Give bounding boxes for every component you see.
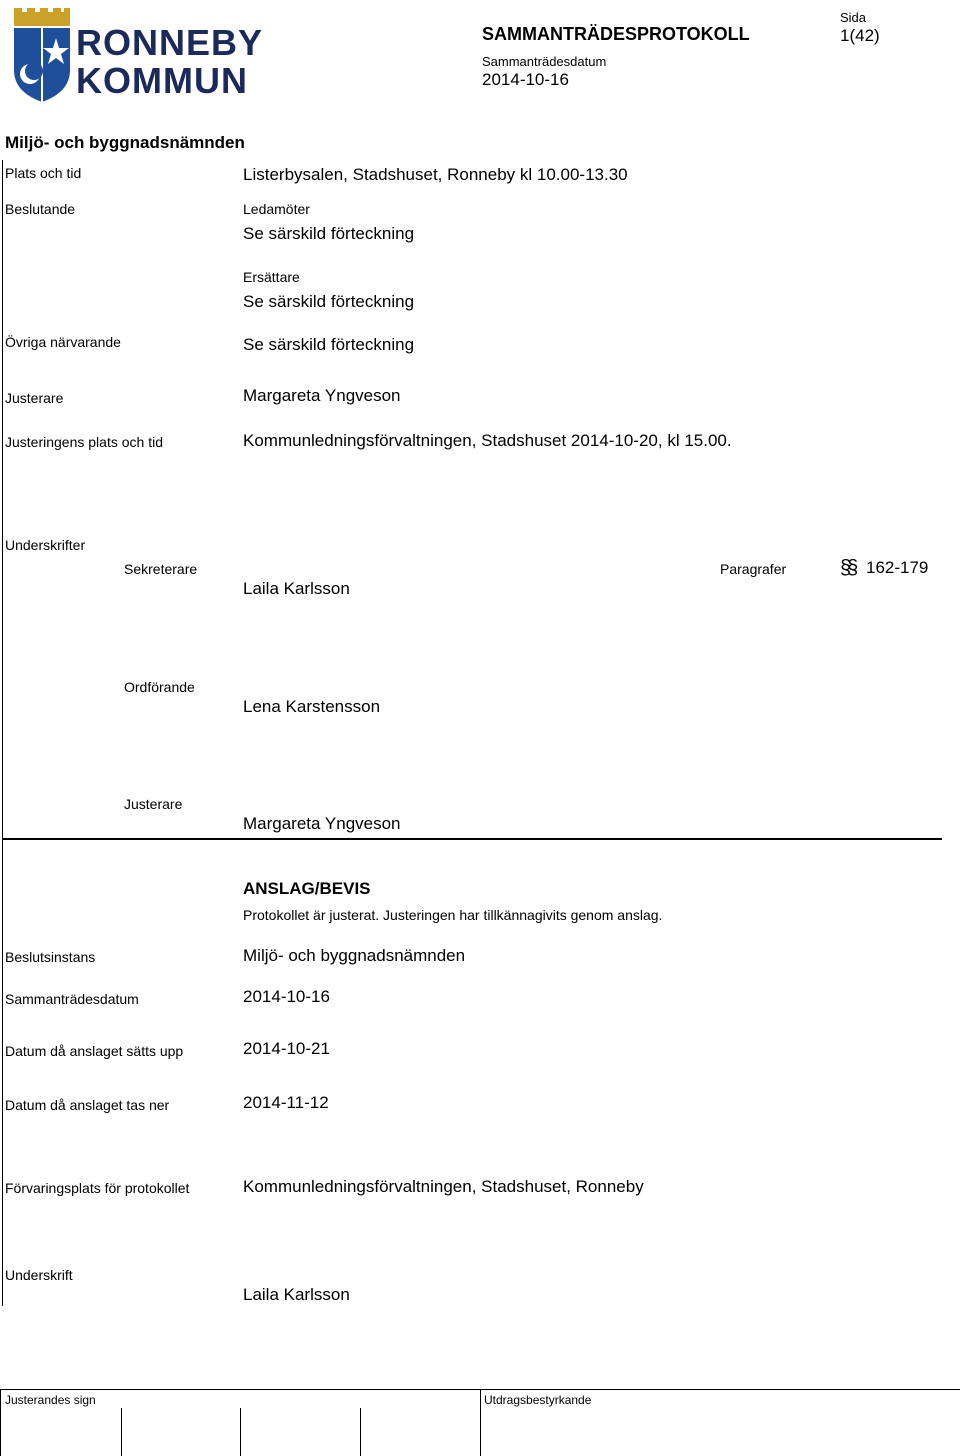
storage-label: Förvaringsplats för protokollet [5, 1180, 190, 1196]
adjuster-label: Justerare [5, 390, 64, 406]
place-time: Listerbysalen, Stadshuset, Ronneby kl 10.00-13.30 [243, 165, 628, 184]
adjust-place: Kommunledningsförvaltningen, Stadshuset 2014-10-20, kl 15.00. [243, 431, 732, 450]
deciding-label: Beslutande [5, 201, 76, 217]
signature-label: Underskrift [5, 1267, 73, 1283]
footer-col-3 [360, 1408, 361, 1456]
others: Se särskild förteckning [243, 335, 415, 354]
adjusters-sign-label: Justerandes sign [5, 1393, 96, 1407]
others-label: Övriga närvarande [5, 334, 121, 350]
notice-text: Protokollet är justerat. Justeringen har tillkännagivits genom anslag. [243, 907, 663, 923]
members: Se särskild förteckning [243, 224, 415, 243]
members-label: Ledamöter [243, 201, 310, 217]
removed-date: 2014-11-12 [243, 1093, 329, 1112]
posted-date: 2014-10-21 [243, 1039, 330, 1058]
logo-text-kommun: KOMMUN [76, 60, 248, 101]
document-type: SAMMANTRÄDESPROTOKOLL [482, 24, 750, 44]
meeting-date-label: Sammanträdesdatum [482, 54, 607, 69]
footer-col-4 [480, 1389, 481, 1456]
chair-label: Ordförande [124, 679, 195, 695]
paragraph-symbol: §§ [840, 557, 855, 579]
footer-col-2 [240, 1408, 241, 1456]
footer-col-0 [0, 1389, 1, 1456]
removed-date-label: Datum då anslaget tas ner [5, 1097, 170, 1113]
signature-adjuster-name: Margareta Yngveson [243, 814, 401, 833]
adjust-place-label: Justeringens plats och tid [5, 434, 163, 450]
chair-name: Lena Karstensson [243, 697, 381, 716]
storage-place: Kommunledningsförvaltningen, Stadshuset, Ronneby [243, 1177, 644, 1196]
decision-body-label: Beslutsinstans [5, 949, 96, 965]
page-number: 1(42) [840, 26, 880, 45]
notice-meeting-date: 2014-10-16 [243, 987, 330, 1006]
logo-text-ronneby: RONNEBY [76, 22, 264, 63]
paragraphs-label: Paragrafer [720, 561, 787, 577]
notice-title: ANSLAG/BEVIS [243, 879, 371, 898]
committee-title: Miljö- och byggnadsnämnden [5, 133, 245, 152]
adjuster: Margareta Yngveson [243, 386, 401, 405]
signature-adjuster-label: Justerare [124, 796, 183, 812]
footer-col-1 [121, 1408, 122, 1456]
substitutes-label: Ersättare [243, 269, 300, 285]
decision-body: Miljö- och byggnadsnämnden [243, 946, 466, 965]
secretary-label: Sekreterare [124, 561, 198, 577]
signatures-title: Underskrifter [5, 537, 86, 553]
paragraphs: 162-179 [866, 558, 929, 577]
substitutes: Se särskild förteckning [243, 292, 415, 311]
left-border-lower [2, 840, 3, 1306]
left-border [2, 160, 3, 840]
certification-label: Utdragsbestyrkande [484, 1393, 592, 1407]
page-label: Sida [840, 10, 867, 25]
section-divider [2, 838, 942, 840]
notice-meeting-date-label: Sammanträdesdatum [5, 991, 139, 1007]
ronneby-kommun-logo [12, 8, 262, 104]
secretary-name: Laila Karlsson [243, 579, 350, 598]
signature-name: Laila Karlsson [243, 1285, 350, 1304]
posted-date-label: Datum då anslaget sätts upp [5, 1043, 184, 1059]
meeting-date: 2014-10-16 [482, 70, 569, 89]
place-time-label: Plats och tid [5, 165, 82, 181]
